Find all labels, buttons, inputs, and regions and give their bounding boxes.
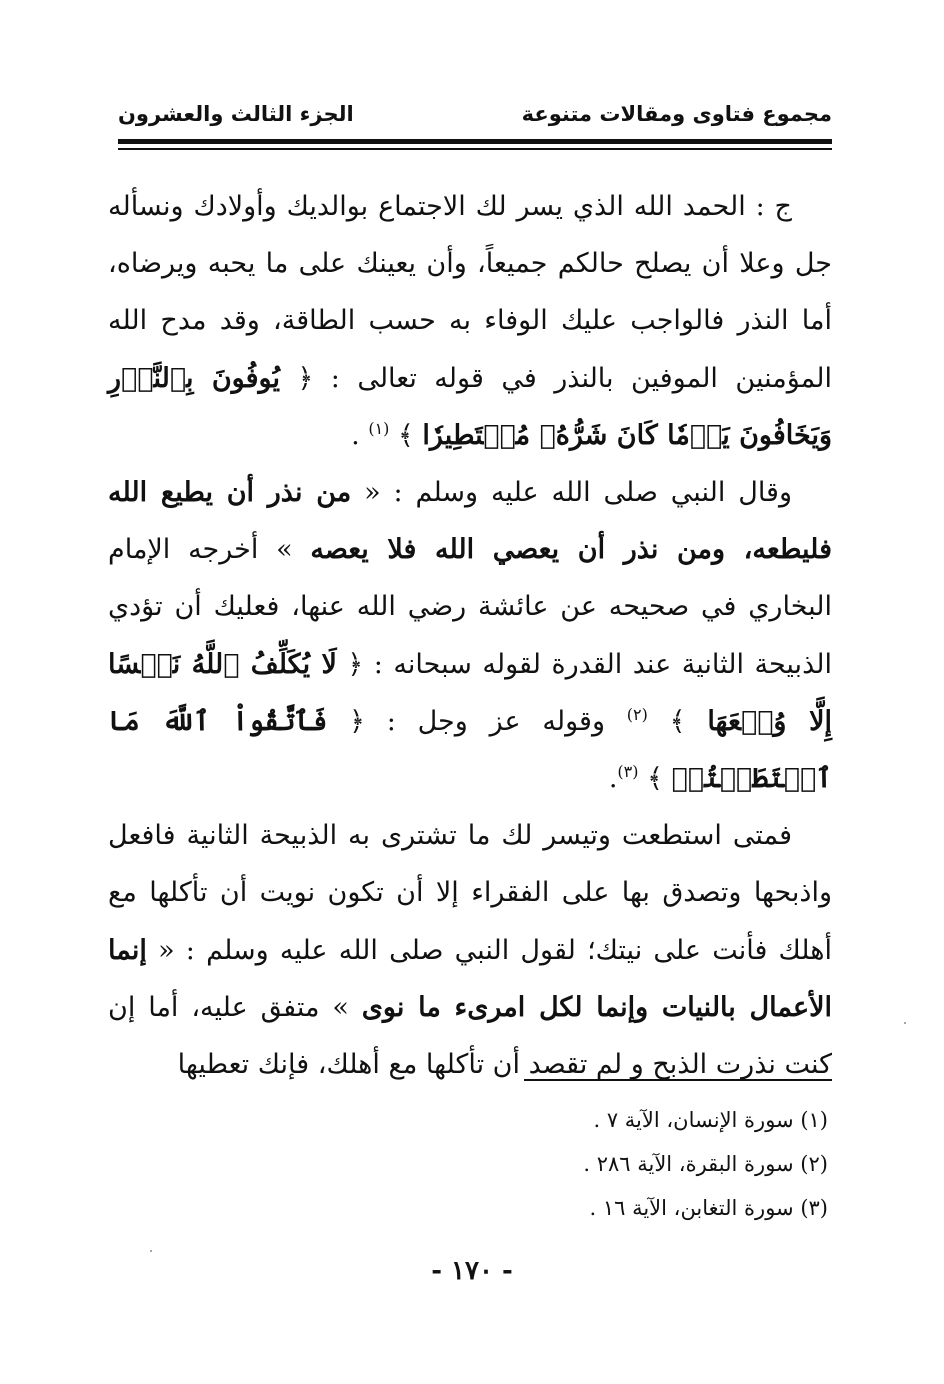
footnote-separator (524, 1079, 832, 1081)
text-run: » متفق عليه، أما إن كنت نذرت الذبح و لم تقصد أن تأكلها مع أهلك، فإنك تعطيها (108, 991, 832, 1081)
running-header (118, 100, 832, 136)
volume-label: الجزء الثالث والعشرون (118, 102, 354, 126)
text-run: وقال النبي صلى الله عليه وسلم : « (351, 477, 792, 509)
footnote-1: (١) سورة الإنسان، الآية ٧ . (593, 1108, 828, 1132)
text-run: . (351, 419, 369, 451)
paragraph-hadith-nadhr (108, 464, 832, 807)
paragraph-answer (108, 178, 832, 464)
quran-verse: لَا يُكَلِّفُ ٱللَّهُ نَفۡسًا إِلَّا وُسۡعَهَا (108, 648, 832, 737)
text-run: ﴾ (638, 763, 672, 795)
text-run: فمتى استطعت وتيسر لك ما تشترى به الذبيحة الثانية فافعل واذبحها وتصدق بها على الفقراء إلا أن تكون نويت أن تأكلها مع أهلك فأنت على نيتك؛ لقول النبي صلى الله عليه وسلم : « (108, 820, 832, 966)
footnote-ref: (٢) (626, 704, 648, 724)
scan-speck (150, 1250, 152, 1252)
body-text (108, 178, 832, 1093)
text-run: » أخرجه الإمام البخاري في صحيحه عن عائشة رضي الله عنها، فعليك أن تؤدي الذبيحة الثانية عند القدرة لقوله سبحانه : ﴿ (108, 534, 832, 680)
text-run: ﴾ (389, 419, 423, 451)
text-run: ج : الحمد الله الذي يسر لك الاجتماع بوالديك وأولادك ونسأله جل وعلا أن يصلح حالكم جميعاً، وأن يعينك على ما يحبه ويرضاه، أما النذر فالواجب عليك الوفاء به حسب الطاقة، وقد مدح الله المؤمنين الموفين بالنذر في قوله تعالى : ﴿ (108, 191, 832, 394)
quran-verse: يُوفُونَ بِٱلنَّذۡرِ وَيَخَافُونَ يَوۡمٗا كَانَ شَرُّهُۥ مُسۡتَطِيرٗا (108, 362, 832, 451)
text-run: ﴾ (647, 705, 708, 737)
footnote-ref: (٣) (617, 762, 639, 782)
footnote-ref: (١) (368, 418, 390, 438)
page-number: - ١٧٠ - (431, 1256, 513, 1286)
footnote-3: (٣) سورة التغابن، الآية ١٦ . (589, 1196, 828, 1220)
footnotes (118, 1098, 828, 1230)
scan-speck (904, 1022, 906, 1024)
footnote-2: (٢) سورة البقرة، الآية ٢٨٦ . (583, 1152, 828, 1176)
hadith-text: إنما الأعمال بالنيات وإنما لكل امرىء ما نوى (108, 934, 832, 1023)
paragraph-intentions (108, 807, 832, 1093)
text-run: وقوله عز وجل : ﴿ (327, 705, 627, 737)
hadith-text: من نذر أن يطيع الله فليطعه، ومن نذر أن يعصي الله فلا يعصه (108, 477, 833, 566)
header-rule-thin (118, 148, 832, 150)
book-title: مجموع فتاوى ومقالات متنوعة (521, 102, 832, 126)
quran-verse: فَٱتَّقُواْ ٱللَّهَ مَا ٱسۡتَطَعۡتُمۡ (108, 705, 832, 795)
text-run: . (608, 763, 618, 795)
